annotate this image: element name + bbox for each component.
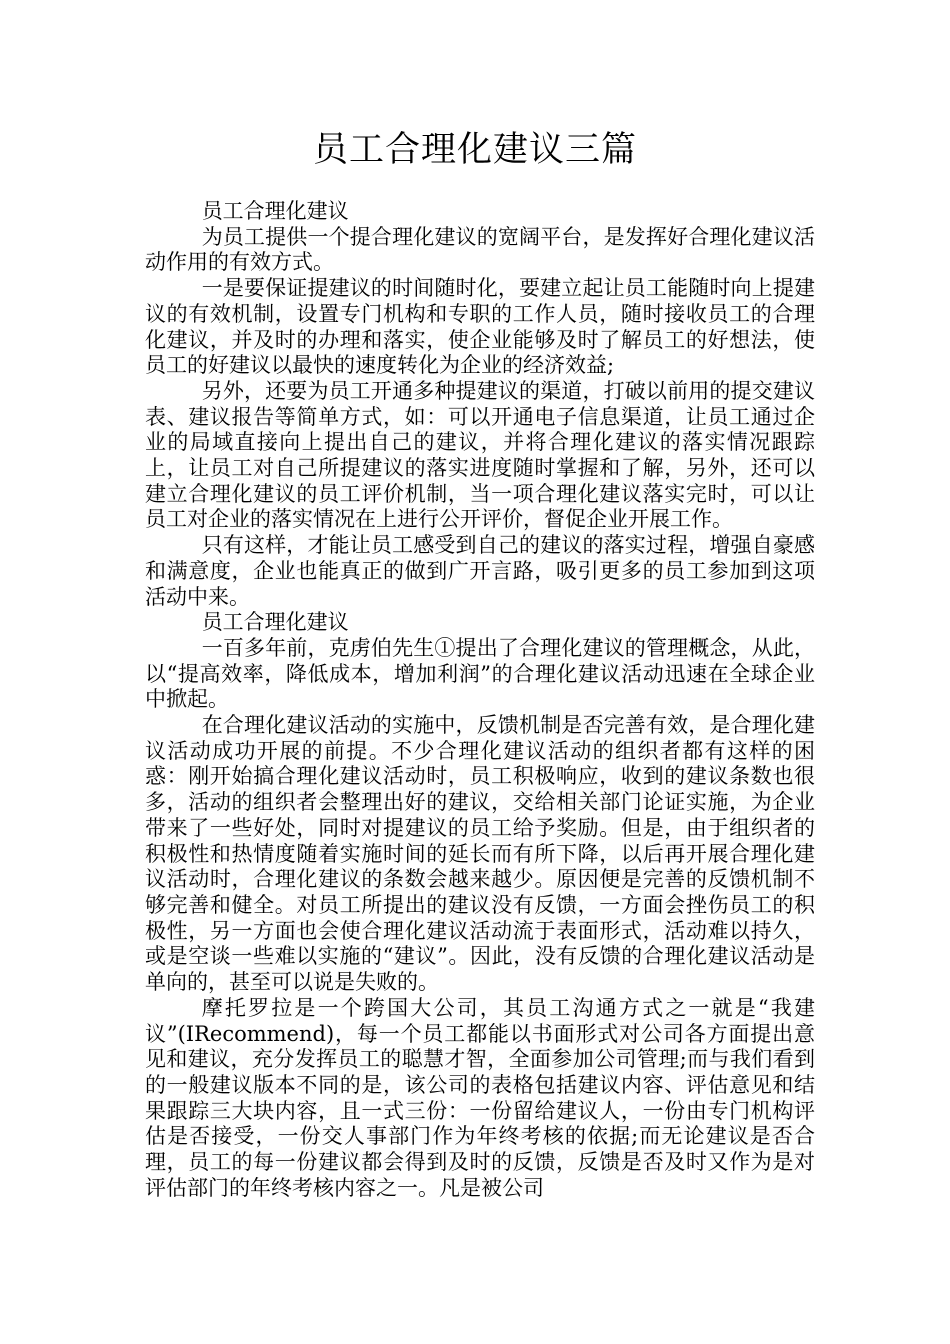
paragraph: 另外，还要为员工开通多种提建议的渠道，打破以前用的提交建议表、建议报告等简单方式，如：可以开通电子信息渠道，让员工通过企业的局域直接向上提出自己的建议，并将合理化建议的落实情况跟踪上，让员工对自己所提建议的落实进度随时掌握和了解，另外，还可以建立合理化建议的员工评价机制，当一项合理化建议落实完时，可以让员工对企业的落实情况在上进行公开评价，督促企业开展工作。 <box>145 378 815 532</box>
paragraph: 一是要保证提建议的时间随时化，要建立起让员工能随时向上提建议的有效机制，设置专门机构和专职的工作人员，随时接收员工的合理化建议，并及时的办理和落实，使企业能够及时了解员工的好想法，使员工的好建议以最快的速度转化为企业的经济效益; <box>145 276 815 378</box>
document-body <box>145 199 815 1201</box>
section-heading-1: 员工合理化建议 <box>201 199 349 223</box>
paragraph: 在合理化建议活动的实施中，反馈机制是否完善有效，是合理化建议活动成功开展的前提。不少合理化建议活动的组织者都有这样的困惑：刚开始搞合理化建议活动时，员工积极响应，收到的建议条数也很多，活动的组织者会整理出好的建议，交给相关部门论证实施，为企业带来了一些好处，同时对提建议的员工给予奖励。但是，由于组织者的积极性和热情度随着实施时间的延长而有所下降，以后再开展合理化建议活动时，合理化建议的条数会越来越少。原因便是完善的反馈机制不够完善和健全。对员工所提出的建议没有反馈，一方面会挫伤员工的积极性，另一方面也会使合理化建议活动流于表面形式，活动难以持久，或是空谈一些难以实施的“建议”。因此，没有反馈的合理化建议活动是单向的，甚至可以说是失败的。 <box>145 713 815 995</box>
paragraph: 摩托罗拉是一个跨国大公司，其员工沟通方式之一就是“我建议”(IRecommend)，每一个员工都能以书面形式对公司各方面提出意见和建议，充分发挥员工的聪慧才智，全面参加公司管理;而与我们看到的一般建议版本不同的是，该公司的表格包括建议内容、评估意见和结果跟踪三大块内容，且一式三份：一份留给建议人，一份由专门机构评估是否接受，一份交人事部门作为年终考核的依据;而无论建议是否合理，员工的每一份建议都会得到及时的反馈，反馈是否及时又作为是对评估部门的年终考核内容之一。凡是被公司 <box>145 995 815 1200</box>
paragraph: 一百多年前，克虏伯先生①提出了合理化建议的管理概念，从此，以“提高效率，降低成本，增加利润”的合理化建议活动迅速在全球企业中掀起。 <box>145 635 815 712</box>
paragraph: 为员工提供一个提合理化建议的宽阔平台，是发挥好合理化建议活动作用的有效方式。 <box>145 224 815 275</box>
section-heading-2: 员工合理化建议 <box>201 610 349 635</box>
paragraph: 只有这样，才能让员工感受到自己的建议的落实过程，增强自豪感和满意度，企业也能真正的做到广开言路，吸引更多的员工参加到这项活动中来。 <box>145 533 815 609</box>
document-title: 员工合理化建议三篇 <box>312 130 637 170</box>
